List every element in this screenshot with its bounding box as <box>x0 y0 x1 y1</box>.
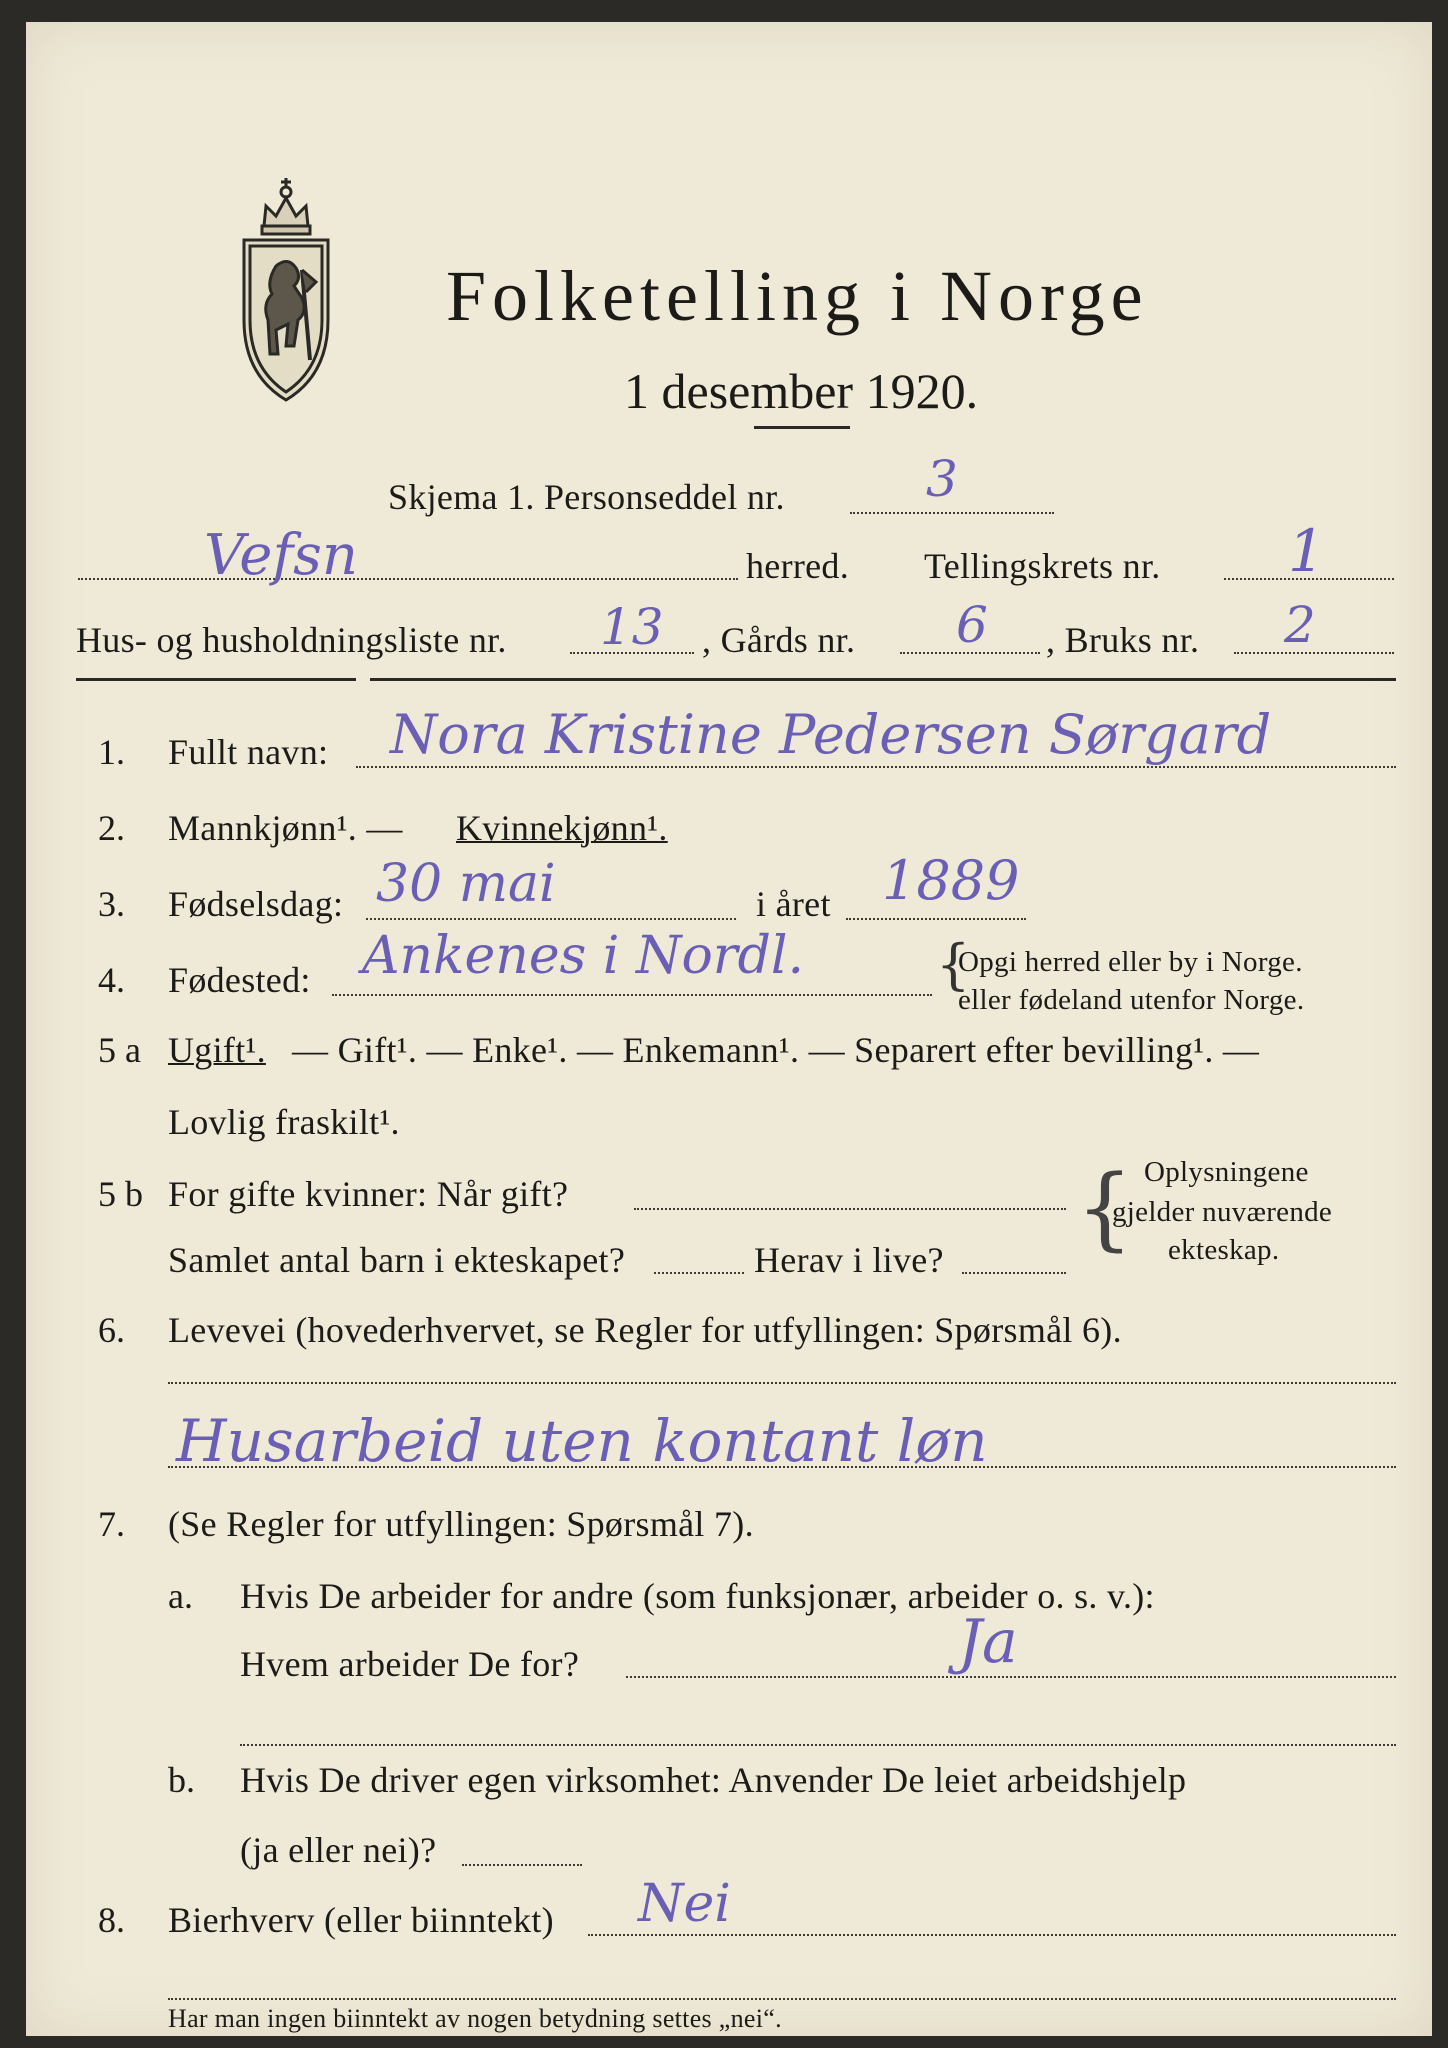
marriage-note-line2: gjelder nuværende <box>1112 1196 1333 1228</box>
full-name-value: Nora Kristine Pedersen Sørgard <box>390 703 1272 766</box>
header-separator <box>76 678 356 681</box>
q5b-number: 5 b <box>98 1174 143 1214</box>
q7b-letter: b. <box>168 1760 195 1800</box>
q6-number: 6. <box>98 1310 125 1350</box>
q8-number: 8. <box>98 1900 125 1940</box>
q4-number: 4. <box>98 960 125 1000</box>
hired-help-dotline <box>462 1864 582 1866</box>
header-separator-right <box>370 678 1396 681</box>
full-name-label: Fullt navn: <box>168 732 329 772</box>
q7a-letter: a. <box>168 1576 193 1616</box>
husholdningsliste-label: Hus- og husholdningsliste nr. <box>76 620 507 660</box>
employer-value: Ja <box>958 1607 1018 1677</box>
skjema-dotline <box>850 512 1054 514</box>
employer-label: Hvem arbeider De for? <box>240 1644 580 1684</box>
hired-help-label: (ja eller nei)? <box>240 1830 437 1870</box>
children-count-dotline <box>654 1272 744 1274</box>
census-form-sheet <box>26 22 1432 2036</box>
occupation-dotline-2 <box>168 1466 1396 1468</box>
q1-number: 1. <box>98 732 125 772</box>
kvinnekjonn-option: Kvinnekjønn¹. <box>456 808 668 848</box>
form-title: Folketelling i Norge <box>446 256 1149 336</box>
husholdningsliste-value: 13 <box>600 598 664 656</box>
occupation-dotline-1 <box>168 1382 1396 1384</box>
birth-year-value: 1889 <box>882 849 1020 912</box>
bruks-label: , Bruks nr. <box>1046 620 1200 660</box>
birthplace-note-line1: Opgi herred eller by i Norge. <box>958 946 1303 978</box>
side-income-dotline-2 <box>168 1998 1396 2000</box>
side-income-value: Nei <box>638 1874 731 1934</box>
employer-dotline-2 <box>240 1744 1396 1746</box>
marital-status-options: — Gift¹. — Enke¹. — Enkemann¹. — Separert efter bevilling¹. — <box>292 1030 1260 1070</box>
herred-value: Vefsn <box>204 523 358 588</box>
herred-label: herred. <box>746 546 850 586</box>
q3-number: 3. <box>98 884 125 924</box>
q7b-question: Hvis De driver egen virksomhet: Anvender De leiet arbeidshjelp <box>240 1760 1187 1800</box>
footer-note: Har man ingen biinntekt av nogen betydning settes „nei“. <box>168 2004 782 2033</box>
full-name-dotline <box>356 766 1396 768</box>
children-count-label: Samlet antal barn i ekteskapet? <box>168 1240 626 1280</box>
side-income-dotline <box>588 1934 1396 1936</box>
coat-of-arms-emblem <box>236 170 336 410</box>
skjema-label: Skjema 1. Personseddel nr. <box>388 477 785 517</box>
form-subtitle: 1 desember 1920. <box>624 363 979 419</box>
ugift-option: Ugift¹. <box>168 1030 266 1070</box>
married-when-dotline <box>634 1208 1066 1210</box>
lovlig-fraskilt-option: Lovlig fraskilt¹. <box>168 1102 400 1142</box>
birthday-dotline <box>366 918 736 920</box>
children-alive-dotline <box>962 1272 1066 1274</box>
occupation-value: Husarbeid uten kontant løn <box>176 1407 988 1475</box>
title-divider <box>754 426 850 429</box>
herred-dotline <box>78 578 738 580</box>
birth-year-dotline <box>846 918 1026 920</box>
birthday-label: Fødselsdag: <box>168 884 344 924</box>
q7-label: (Se Regler for utfyllingen: Spørsmål 7). <box>168 1504 754 1544</box>
marriage-note-line3: ekteskap. <box>1168 1234 1280 1266</box>
birthday-value: 30 mai <box>376 854 556 914</box>
birthplace-note-line2: eller fødeland utenfor Norge. <box>958 984 1305 1016</box>
tellingskrets-label: Tellingskrets nr. <box>924 546 1161 586</box>
mannkjonn-option: Mannkjønn¹. — <box>168 808 403 848</box>
birthplace-dotline <box>332 994 932 996</box>
occupation-label: Levevei (hovederhvervet, se Regler for utfyllingen: Spørsmål 6). <box>168 1310 1122 1350</box>
bruks-value: 2 <box>1284 596 1316 654</box>
gards-label: , Gårds nr. <box>702 620 856 660</box>
marriage-note-line1: Oplysningene <box>1144 1156 1309 1188</box>
children-alive-label: Herav i live? <box>754 1240 944 1280</box>
side-income-label: Bierhverv (eller biinntekt) <box>168 1900 554 1940</box>
birthplace-note-brace: { <box>936 933 971 996</box>
gards-value: 6 <box>956 596 988 654</box>
q5a-number: 5 a <box>98 1030 141 1070</box>
marriage-note-brace: { <box>1076 1156 1134 1261</box>
birth-year-label: i året <box>756 884 831 924</box>
q2-number: 2. <box>98 808 125 848</box>
q7-number: 7. <box>98 1504 125 1544</box>
personseddel-number-value: 3 <box>926 450 958 508</box>
birthplace-label: Fødested: <box>168 960 311 1000</box>
birthplace-value: Ankenes i Nordl. <box>362 926 805 986</box>
married-when-label: For gifte kvinner: Når gift? <box>168 1174 569 1214</box>
tellingskrets-value: 1 <box>1288 517 1325 585</box>
q7a-question: Hvis De arbeider for andre (som funksjonær, arbeider o. s. v.): <box>240 1576 1155 1616</box>
